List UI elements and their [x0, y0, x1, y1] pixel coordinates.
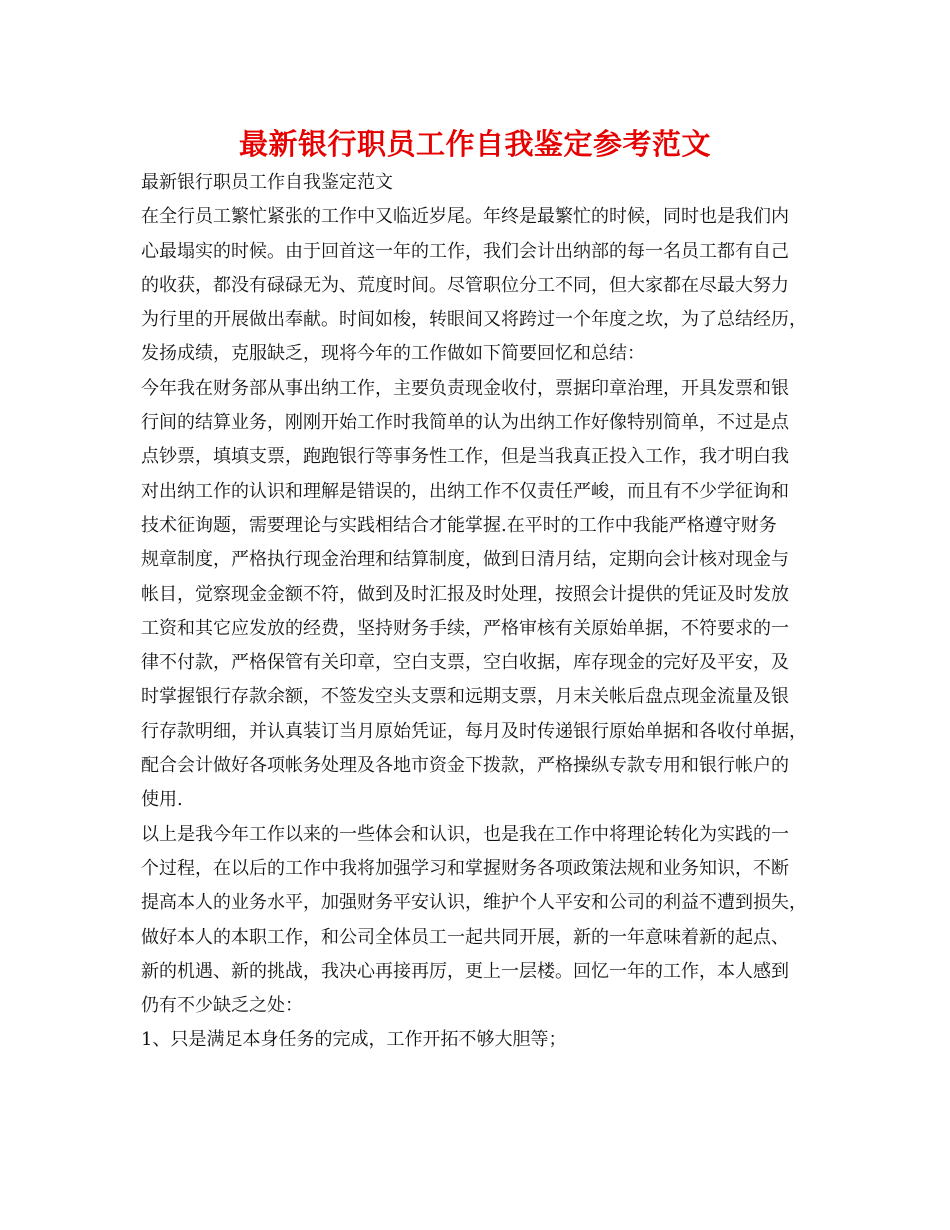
text-line: 技术征询题，需要理论与实践相结合才能掌握.在平时的工作中我能严格遵守财务	[141, 514, 777, 536]
text-line: 提高本人的业务水平，加强财务平安认识，维护个人平安和公司的利益不遭到损失，	[141, 892, 807, 914]
text-line: 工资和其它应发放的经费，坚持财务手续，严格审核有关原始单据，不符要求的一	[141, 617, 789, 639]
document-body	[141, 166, 821, 1058]
text-line: 点钞票，填填支票，跑跑银行等事务性工作，但是当我真正投入工作，我才明白我	[141, 446, 789, 468]
text-line: 发扬成绩，克服缺乏，现将今年的工作做如下简要回忆和总结：	[141, 343, 645, 365]
text-line: 配合会计做好各项帐务处理及各地市资金下拨款，严格操纵专款专用和银行帐户的	[141, 755, 789, 777]
text-line: 时掌握银行存款余额，不签发空头支票和远期支票，月末关帐后盘点现金流量及银	[141, 686, 789, 708]
subtitle-line: 最新银行职员工作自我鉴定范文	[141, 172, 393, 193]
text-line: 规章制度，严格执行现金治理和结算制度，做到日清月结，定期向会计核对现金与	[141, 549, 789, 571]
text-line: 帐目，觉察现金金额不符，做到及时汇报及时处理，按照会计提供的凭证及时发放	[141, 583, 789, 605]
text-line: 个过程，在以后的工作中我将加强学习和掌握财务各项政策法规和业务知识，不断	[141, 857, 789, 879]
document-title: 最新银行职员工作自我鉴定参考范文	[238, 127, 711, 161]
text-line: 的收获，都没有碌碌无为、荒度时间。尽管职位分工不同，但大家都在尽最大努力	[141, 274, 789, 296]
text-line: 对出纳工作的认识和理解是错误的，出纳工作不仅责任严峻，而且有不少学征询和	[141, 480, 789, 502]
text-line: 新的机遇、新的挑战，我决心再接再厉，更上一层楼。回忆一年的工作，本人感到	[141, 960, 789, 982]
text-line: 为行里的开展做出奉献。时间如梭，转眼间又将跨过一个年度之坎，为了总结经历，	[141, 309, 807, 331]
text-line: 在全行员工繁忙紧张的工作中又临近岁尾。年终是最繁忙的时候，同时也是我们内	[141, 206, 789, 228]
text-line: 心最塌实的时候。由于回首这一年的工作，我们会计出纳部的每一名员工都有自己	[141, 240, 789, 262]
text-line: 律不付款，严格保管有关印章，空白支票，空白收据，库存现金的完好及平安，及	[141, 652, 789, 674]
text-line: 仍有不少缺乏之处：	[141, 995, 303, 1017]
text-line: 做好本人的本职工作，和公司全体员工一起共同开展，新的一年意味着新的起点、	[141, 926, 789, 948]
text-line: 行存款明细，并认真装订当月原始凭证，每月及时传递银行原始单据和各收付单据，	[141, 720, 807, 742]
list-item: 1、只是满足本身任务的完成，工作开拓不够大胆等；	[141, 1029, 567, 1051]
text-line: 行间的结算业务，刚刚开始工作时我简单的认为出纳工作好像特别简单，不过是点	[141, 412, 789, 434]
text-line: 使用.	[141, 789, 183, 811]
text-line: 今年我在财务部从事出纳工作，主要负责现金收付，票据印章治理，开具发票和银	[141, 377, 789, 399]
text-line: 以上是我今年工作以来的一些体会和认识，也是我在工作中将理论转化为实践的一	[141, 823, 789, 845]
